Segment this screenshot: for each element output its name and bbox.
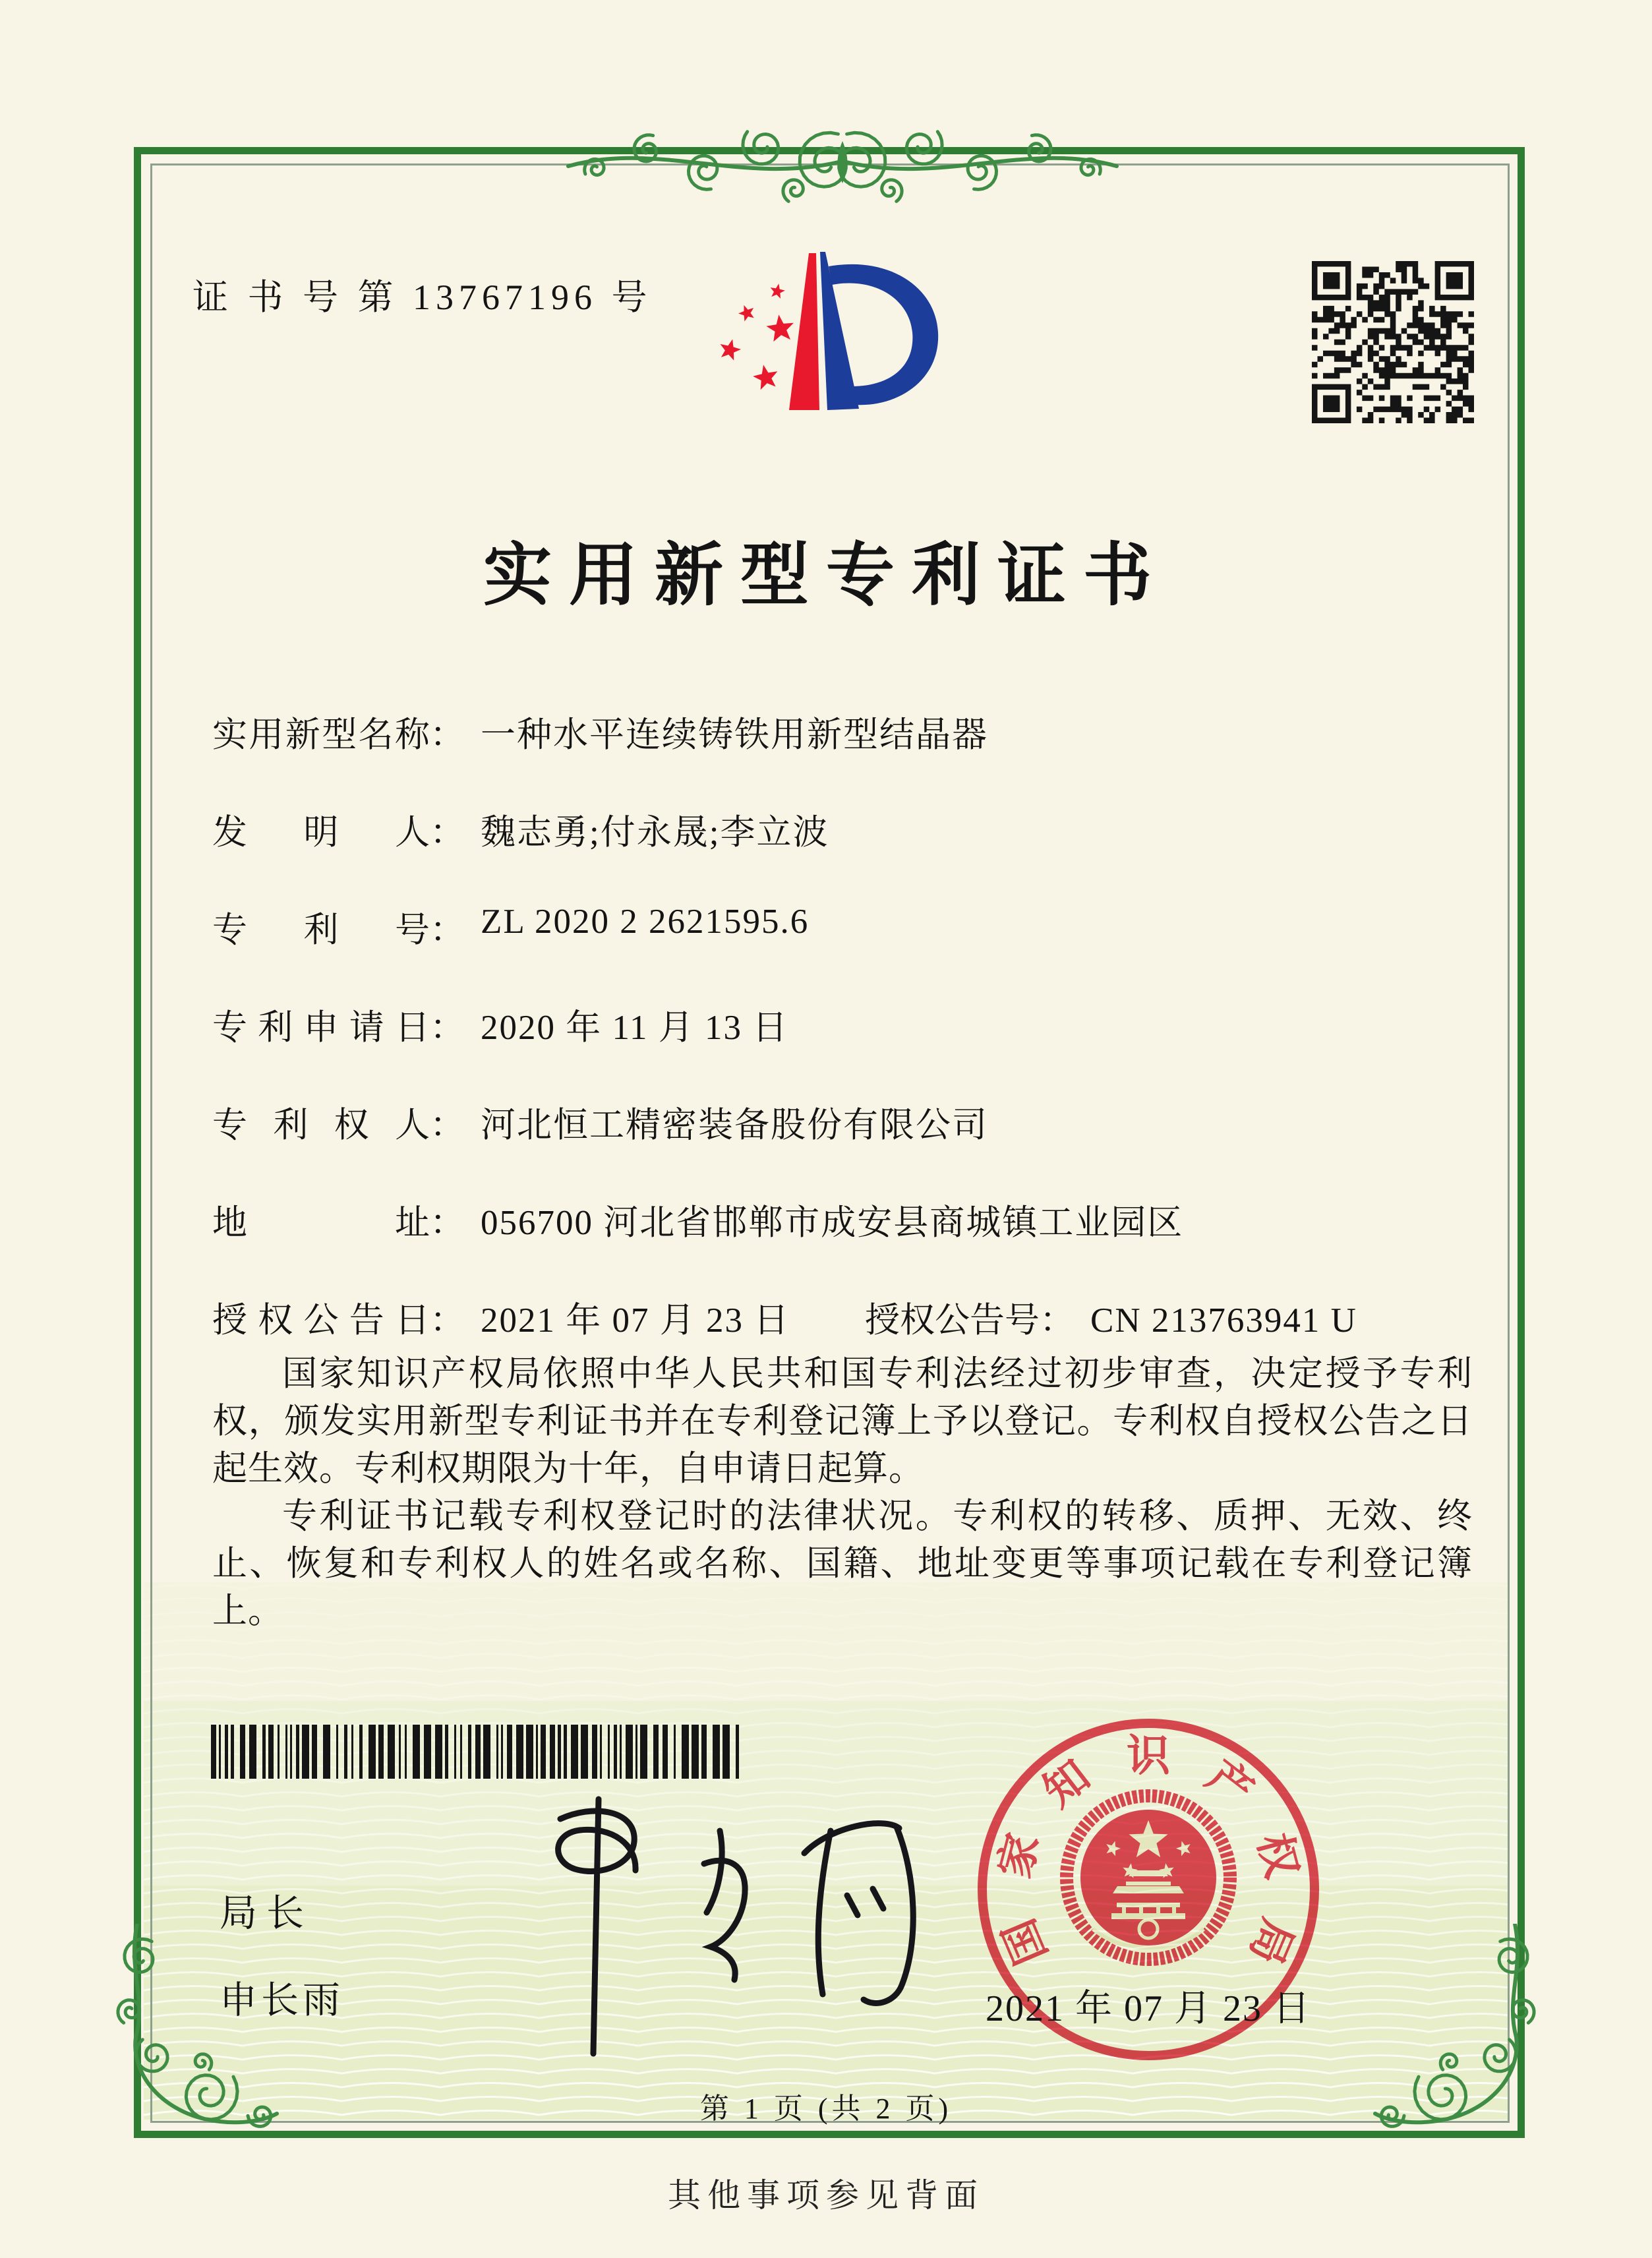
- field-row-grant: [212, 1292, 1357, 1340]
- barcode: [211, 1725, 750, 1780]
- svg-text:产: 产: [1197, 1752, 1262, 1817]
- field-label: 实用新型名称: [212, 716, 430, 754]
- field-value: 河北恒工精密装备股份有限公司: [481, 1106, 988, 1144]
- svg-text:局: 局: [1240, 1912, 1302, 1971]
- field-label: 授权公告号: [865, 1301, 1040, 1340]
- field-value: CN 213763941 U: [1090, 1301, 1357, 1340]
- colon: ：: [430, 1301, 465, 1340]
- field-label: 地址: [212, 1204, 430, 1242]
- field-label: 发明人: [212, 814, 430, 852]
- field-label: 专利申请日: [212, 1009, 430, 1047]
- field-label: 专利权人: [212, 1106, 430, 1144]
- seal-date: 2021 年 07 月 23 日: [986, 1988, 1311, 2029]
- top-center-floral-ornament: [564, 103, 1121, 220]
- logo-red-spike: [789, 253, 819, 410]
- svg-text:权: 权: [1248, 1828, 1307, 1884]
- field-row-filing-date: [212, 999, 789, 1047]
- svg-text:家: 家: [990, 1828, 1049, 1884]
- body-paragraph-1: 国家知识产权局依照中华人民共和国专利法经过初步审查，决定授予专利权，颁发实用新型专利证书并在专利登记簿上予以登记。专利权自授权公告之日起生效。专利权期限为十年，自申请日起算。: [212, 1355, 1473, 1488]
- field-value: 一种水平连续铸铁用新型结晶器: [481, 716, 988, 754]
- colon: ：: [430, 911, 465, 949]
- legal-body-text: [212, 1350, 1473, 1635]
- svg-text:国: 国: [995, 1912, 1057, 1971]
- field-row-patentee: [212, 1097, 988, 1144]
- field-row-patent-number: [212, 902, 810, 949]
- field-row-inventors: [212, 804, 829, 852]
- body-paragraph-2: 专利证书记载专利权登记时的法律状况。专利权的转移、质押、无效、终止、恢复和专利权人的姓名或名称、国籍、地址变更等事项记载在专利登记簿上。: [212, 1497, 1473, 1630]
- back-side-note: 其他事项参见背面: [668, 2177, 984, 2214]
- field-pair-grant-number: [865, 1292, 1357, 1342]
- colon: ：: [430, 1106, 465, 1144]
- field-value: 2020 年 11 月 13 日: [481, 1009, 789, 1047]
- field-row-name: [212, 707, 988, 754]
- field-label: 授权公告日: [212, 1301, 430, 1340]
- colon: ：: [430, 1204, 465, 1242]
- director-title-label: 局长: [220, 1893, 313, 1934]
- colon: ：: [430, 716, 465, 754]
- svg-text:识: 识: [1127, 1732, 1170, 1781]
- colon: ：: [1040, 1301, 1075, 1340]
- field-value: 056700 河北省邯郸市成安县商城镇工业园区: [481, 1204, 1184, 1242]
- logo-stars: [721, 283, 794, 390]
- director-printed-name: 申长雨: [220, 1980, 344, 2021]
- field-value: 魏志勇;付永晟;李立波: [481, 814, 829, 852]
- colon: ：: [430, 1009, 465, 1047]
- field-row-address: [212, 1195, 1184, 1242]
- colon: ：: [430, 814, 465, 852]
- field-label: 专利号: [212, 911, 430, 949]
- field-value: 2021 年 07 月 23 日: [481, 1301, 790, 1340]
- director-handwritten-signature: [461, 1790, 936, 2080]
- certificate-title: 实用新型专利证书: [483, 538, 1169, 614]
- field-value: ZL 2020 2 2621595.6: [481, 903, 810, 941]
- certificate-number: 证 书 号 第 13767196 号: [192, 278, 653, 317]
- page-number-info: 第 1 页 (共 2 页): [699, 2093, 953, 2125]
- svg-text:知: 知: [1035, 1752, 1100, 1817]
- qr-code: [1312, 261, 1474, 423]
- seal-national-emblem: [1067, 1796, 1230, 1959]
- cnipa-logo: [715, 245, 966, 486]
